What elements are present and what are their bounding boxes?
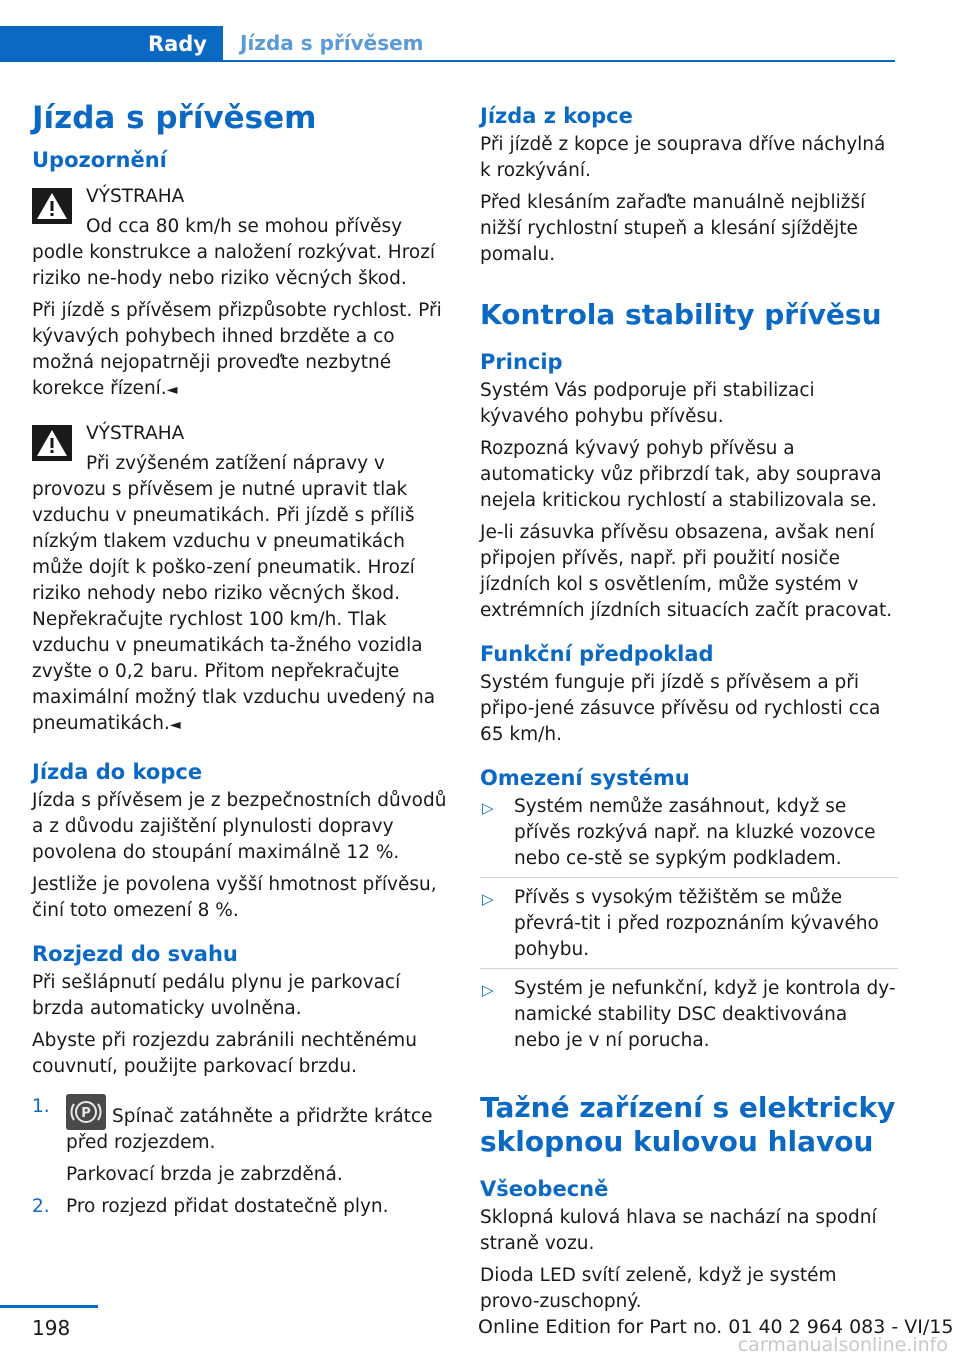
- limit-text: Systém je nefunkční, když je kontrola dy-namické stability DSC deaktivována nebo je v ní porucha.: [514, 978, 896, 1051]
- tab-rady[interactable]: Rady: [0, 26, 223, 62]
- list-marker: 2.: [32, 1196, 50, 1217]
- end-mark: ◄: [166, 382, 178, 398]
- hitch-title: Tažné zařízení s elektricky sklopnou kulovou hlavou: [480, 1091, 896, 1158]
- warning-block-1: [32, 184, 450, 403]
- step-note: Parkovací brzda je zabrzděná.: [66, 1164, 343, 1185]
- list-item: [32, 1094, 450, 1188]
- do-kopce-text-2: Jestliže je povolena vyšší hmotnost přívěsu, činí toto omezení 8 %.: [32, 874, 437, 921]
- svg-text:P: P: [81, 1106, 91, 1121]
- vseobecne-heading: Všeobecně: [480, 1177, 609, 1201]
- end-mark: ◄: [169, 717, 181, 733]
- warning-triangle-icon: [32, 425, 72, 461]
- princip-text-3: Je-li zásuvka přívěsu obsazena, avšak není připojen přívěs, např. při použití nosiče jízdních kol s osvětlením, může systém v extrémních jízdních situacích začít pracovat.: [480, 522, 893, 621]
- edition-text: Online Edition for Part no. 01 40 2 964 083 - VI/15: [478, 1316, 954, 1338]
- warning-text-2: Při jízdě s přívěsem přizpůsobte rychlost. Při kývavých pohybech ihned brzděte a co možná nejopatrněji proveďte nezbytné korekce řízení.◄: [32, 300, 442, 399]
- left-column: [32, 98, 450, 1226]
- step-text: P Spínač zatáhněte a přidržte krátce před rozjezdem.: [66, 1094, 450, 1156]
- limit-text: Přívěs s vysokým těžištěm se může převrá-tit i před rozpoznáním kývavého pohybu.: [514, 887, 879, 960]
- warning-text: Od cca 80 km/h se mohou přívěsy podle konstrukce a naložení rozkývat. Hrozí riziko ne-hody nebo riziko věcných škod.: [32, 216, 436, 289]
- rozjezd-heading: Rozjezd do svahu: [32, 942, 238, 966]
- warning-block-2: [32, 421, 450, 738]
- limit-text: Systém nemůže zasáhnout, když se přívěs rozkývá např. na kluzké vozovce nebo ce-stě se sypkým podkladem.: [514, 796, 876, 869]
- vseobecne-text-1: Sklopná kulová hlava se nachází na spodní straně vozu.: [480, 1207, 877, 1254]
- warning-text: Při zvýšeném zatížení nápravy v provozu s přívěsem je nutné upravit tlak vzduchu v pneumatikách. Při jízdě s příliš nízkým tlakem vzduchu v pneumatikách může dojít k poško-zení pneumatik. Hrozí riziko nehody nebo riziko věcných škod. Nepřekračujte rychlost 100 km/h. Tlak vzduchu v pneumatikách ta-žného vozidla zvyšte o 0,2 baru. Přitom nepřekračujte maximální možný tlak vzduchu uvedený na pneumatikách.◄: [32, 453, 436, 734]
- stability-title: Kontrola stability přívěsu: [480, 298, 882, 331]
- warning-label: VÝSTRAHA: [86, 186, 185, 207]
- warning-label: VÝSTRAHA: [86, 423, 185, 444]
- princip-heading: Princip: [480, 350, 563, 374]
- list-item: [480, 885, 898, 969]
- tab-section[interactable]: Jízda s přívěsem: [223, 26, 895, 62]
- page-number: 198: [32, 1316, 71, 1340]
- step-text: Pro rozjezd přidat dostatečně plyn.: [66, 1196, 389, 1217]
- z-kopce-heading: Jízda z kopce: [480, 104, 633, 128]
- header-bar: [0, 26, 895, 62]
- z-kopce-text-2: Před klesáním zařaďte manuálně nejbližší nižší rychlostní stupeň a klesání sjíždějte pomalu.: [480, 192, 866, 265]
- parking-brake-icon: [66, 1094, 106, 1130]
- triangle-bullet-icon: ▷: [482, 981, 494, 999]
- upozorneni-heading: Upozornění: [32, 148, 167, 172]
- rozjezd-text-2: Abyste při rozjezdu zabránili nechtěnému couvnutí, použijte parkovací brzdu.: [32, 1030, 417, 1077]
- list-marker: 1.: [32, 1096, 50, 1117]
- princip-text-2: Rozpozná kývavý pohyb přívěsu a automaticky vůz přibrzdí tak, aby souprava nejela kritickou rychlostí a stabilizovala se.: [480, 438, 882, 511]
- do-kopce-heading: Jízda do kopce: [32, 760, 203, 784]
- triangle-bullet-icon: ▷: [482, 890, 494, 908]
- limits-list: [480, 794, 898, 1059]
- funkce-heading: Funkční předpoklad: [480, 642, 714, 666]
- list-item: [480, 976, 898, 1059]
- list-item: [32, 1194, 450, 1220]
- triangle-bullet-icon: ▷: [482, 799, 494, 817]
- funkce-text: Systém funguje při jízdě s přívěsem a při připo-jené zásuvce přívěsu od rychlosti cca 65 km/h.: [480, 672, 881, 745]
- omezeni-heading: Omezení systému: [480, 766, 690, 790]
- footer-rule: [0, 1305, 98, 1308]
- z-kopce-text-1: Při jízdě z kopce je souprava dříve náchylná k rozkývání.: [480, 134, 886, 181]
- steps-list: [32, 1094, 450, 1220]
- rozjezd-text-1: Při sešlápnutí pedálu plynu je parkovací brzda automaticky uvolněna.: [32, 972, 401, 1019]
- princip-text-1: Systém Vás podporuje při stabilizaci kývavého pohybu přívěsu.: [480, 380, 815, 427]
- vseobecne-text-2: Dioda LED svítí zeleně, když je systém provo-zuschopný.: [480, 1265, 837, 1312]
- do-kopce-text-1: Jízda s přívěsem je z bezpečnostních důvodů a z důvodu zajištění plynulosti dopravy povolena do stoupání maximálně 12 %.: [32, 790, 447, 863]
- list-item: [480, 794, 898, 878]
- watermark: carmanualsonline.info: [737, 1334, 948, 1356]
- page-title: Jízda s přívěsem: [32, 100, 317, 136]
- right-column: [480, 98, 898, 1321]
- warning-triangle-icon: [32, 188, 72, 224]
